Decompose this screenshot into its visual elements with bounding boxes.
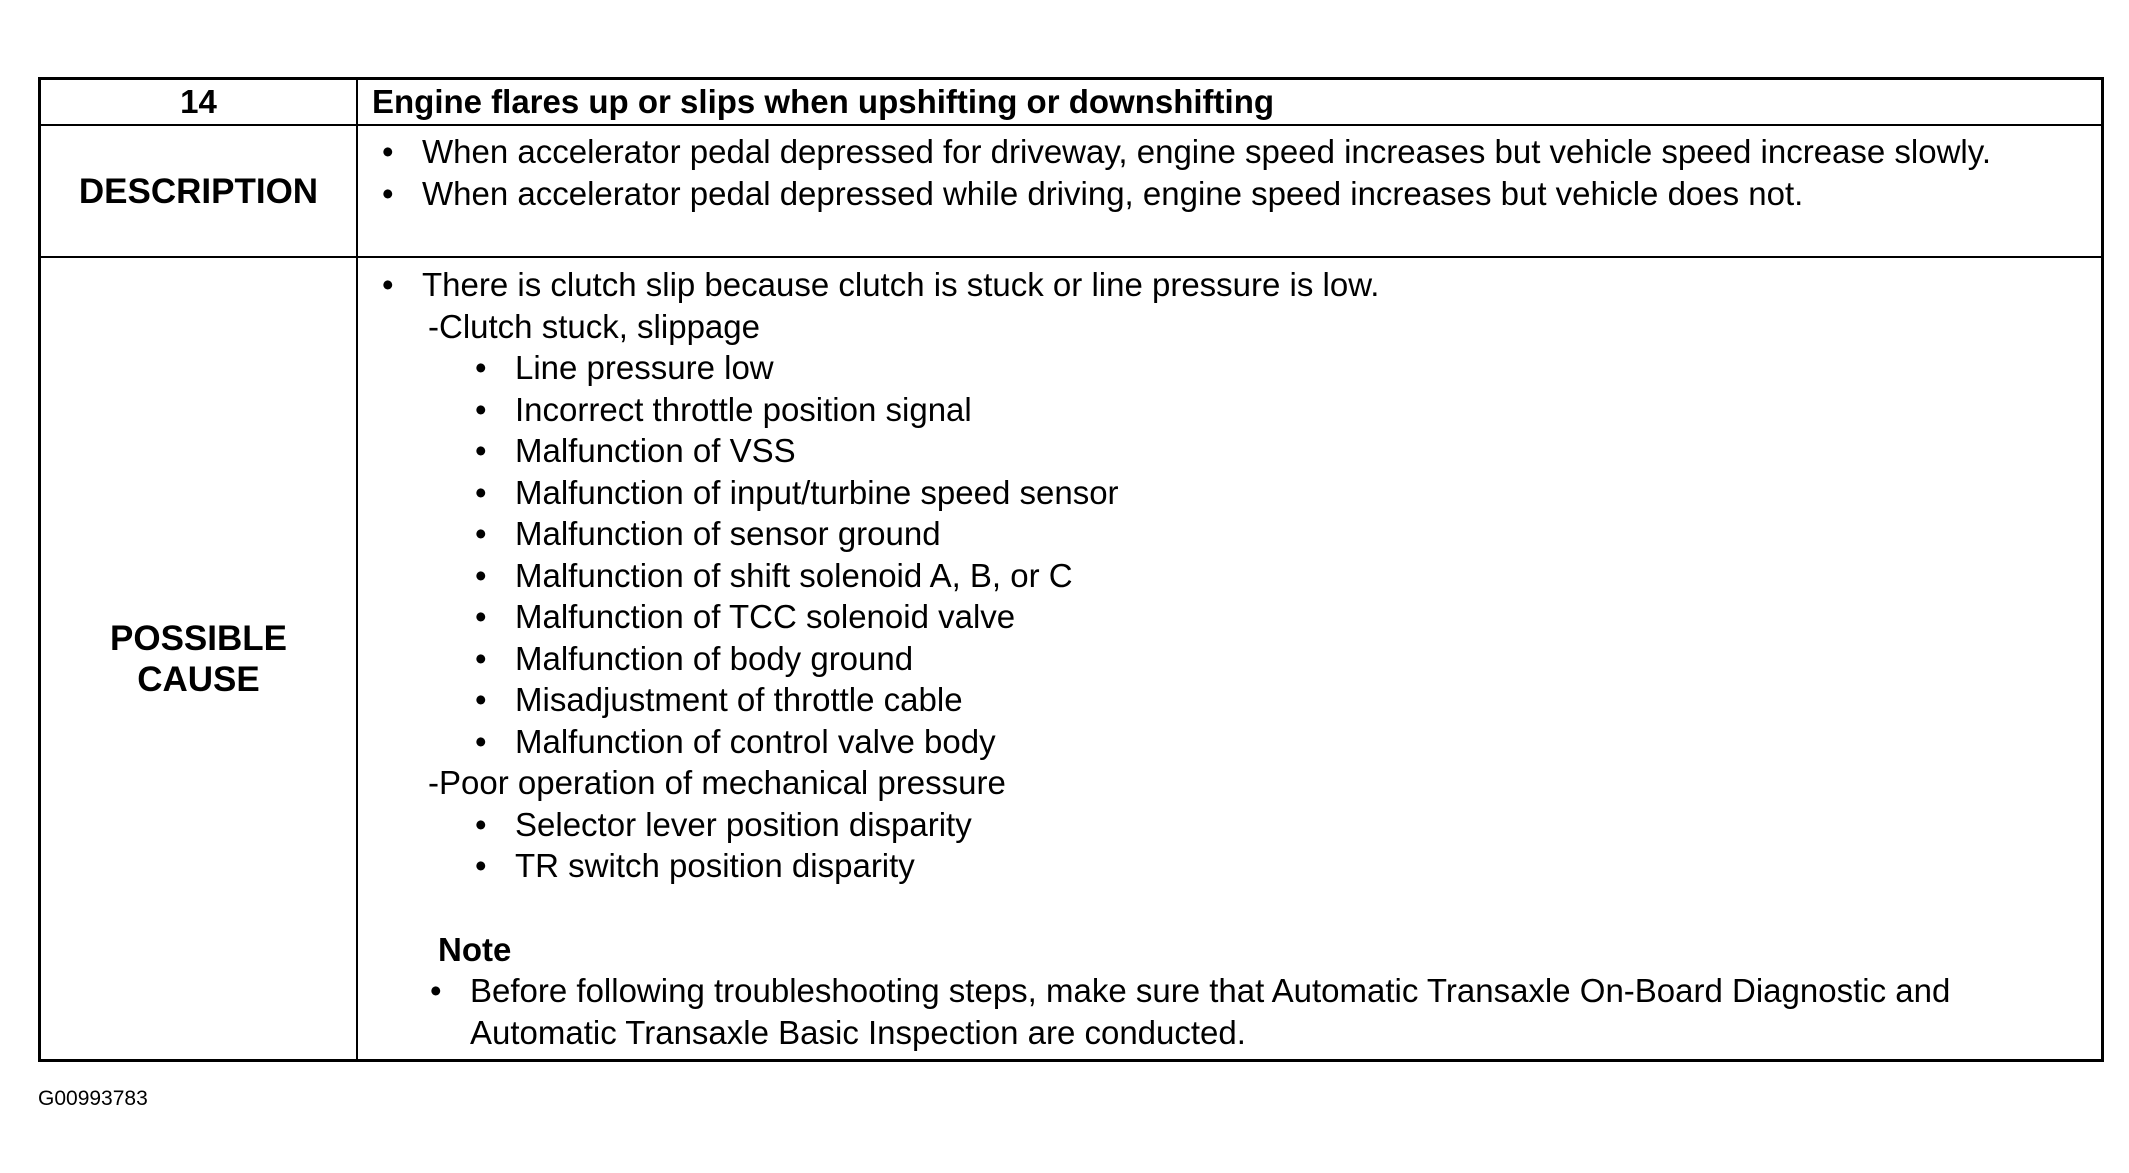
cause-sub-item: • Malfunction of control valve body [372,721,2089,763]
cause-sub-item: • Selector lever position disparity [372,804,2089,846]
symptom-number: 14 [41,80,357,125]
cause-group-heading: -Clutch stuck, slippage [428,307,760,345]
symptom-title: Engine flares up or slips when upshifting or downshifting [357,80,2101,125]
figure-code: G00993783 [38,1087,148,1110]
cause-main-item: • There is clutch slip because clutch is stuck or line pressure is low. [372,264,2089,306]
cause-sub-item: • Line pressure low [372,347,2089,389]
note-text: • Before following troubleshooting steps, make sure that Automatic Transaxle On-Board Diagnostic and Automatic Transaxle Basic Inspection are conducted. [372,970,2089,1053]
possible-cause-content [357,257,2101,1059]
description-content [357,125,2101,257]
description-item: • When accelerator pedal depressed while driving, engine speed increases but vehicle does not. [372,173,2089,215]
possible-cause-label [41,257,357,1059]
description-item: • When accelerator pedal depressed for driveway, engine speed increases but vehicle speed increase slowly. [372,131,2089,173]
cause-sub-item: • Malfunction of input/turbine speed sensor [372,472,2089,514]
cause-sub-item: • Malfunction of sensor ground [372,513,2089,555]
description-label: DESCRIPTION [41,125,357,257]
possible-cause-label-line2: CAUSE [137,659,260,699]
cause-group-heading: -Poor operation of mechanical pressure [428,764,1006,801]
cause-sub-item: • TR switch position disparity [372,845,2089,887]
cause-sub-item: • Misadjustment of throttle cable [372,679,2089,721]
header-row [41,80,2101,125]
possible-cause-label-line1: POSSIBLE [110,618,287,658]
note-title: Note [438,930,512,968]
troubleshooting-table [41,80,2101,1059]
cause-sub-item: • Malfunction of shift solenoid A, B, or C [372,555,2089,597]
cause-sub-item: • Malfunction of TCC solenoid valve [372,596,2089,638]
cause-sub-item: • Incorrect throttle position signal [372,389,2089,431]
cause-sub-item: • Malfunction of VSS [372,430,2089,472]
description-row [41,125,2101,257]
cause-sub-item: • Malfunction of body ground [372,638,2089,680]
troubleshooting-table-frame [38,77,2104,1062]
possible-cause-row [41,257,2101,1059]
